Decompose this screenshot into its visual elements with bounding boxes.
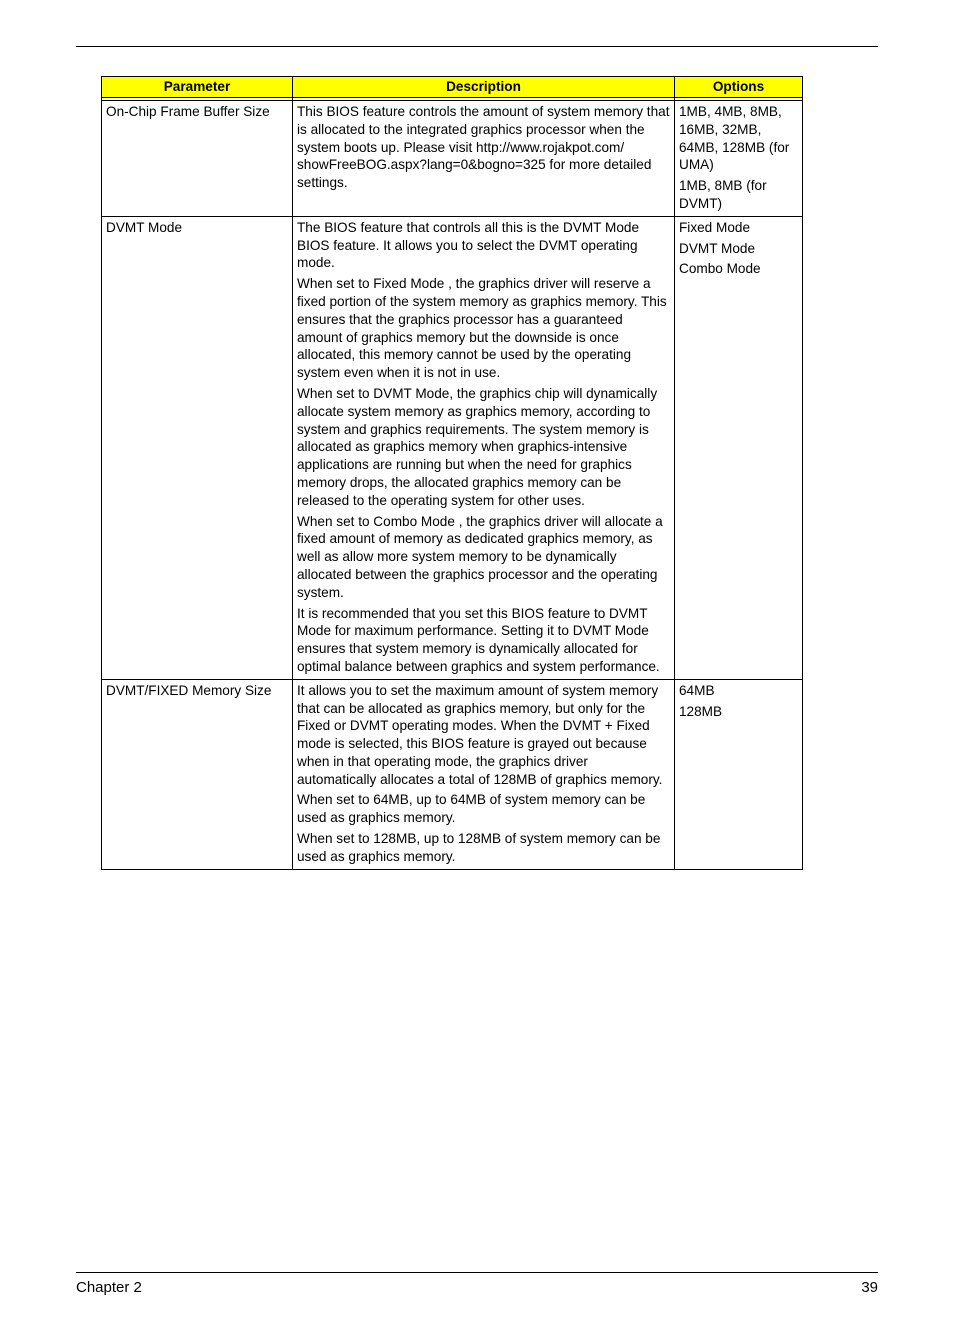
description-paragraph: When set to 128MB, up to 128MB of system memory can be used as graphics memory. <box>297 831 661 864</box>
options-cell <box>675 216 803 679</box>
option-value: DVMT Mode <box>679 240 756 256</box>
table-row <box>102 101 803 217</box>
description-cell <box>293 679 675 869</box>
parameter-name: DVMT/FIXED Memory Size <box>106 682 272 698</box>
description-paragraph: When set to DVMT Mode, the graphics chip will dynamically allocate system memory as graphics memory, according to system and graphics requirements. The system memory is allocated as graphics memory when graphics-intensive applications are running but when the need for graphics memory drops, the allocated graphics memory can be released to the operating system for other uses. <box>297 385 658 508</box>
description-paragraph: It is recommended that you set this BIOS feature to DVMT Mode for maximum performance. Setting it to DVMT Mode ensures that system memory is dynamically allocated for optimal balance between graphics and system performance. <box>297 605 660 674</box>
options-cell <box>675 679 803 869</box>
parameter-cell <box>102 101 293 217</box>
option-value: 1MB, 4MB, 8MB, 16MB, 32MB, 64MB, 128MB (for UMA) <box>679 104 790 173</box>
page-number: 39 <box>861 1279 878 1296</box>
header-description: Description <box>293 77 675 98</box>
parameter-name: DVMT Mode <box>106 219 183 235</box>
description-paragraph: It allows you to set the maximum amount of system memory that can be allocated as graphics memory, but only for the Fixed or DVMT operating modes. When the DVMT + Fixed mode is selected, this BIOS feature is grayed out because when in that operating mode, the graphics driver automatically allocates a total of 128MB of graphics memory. <box>297 682 663 787</box>
table-row <box>102 216 803 679</box>
parameter-name: On-Chip Frame Buffer Size <box>106 104 270 119</box>
description-paragraph: The BIOS feature that controls all this is the DVMT Mode BIOS feature. It allows you to select the DVMT operating mode. <box>297 219 640 271</box>
description-paragraph: When set to 64MB, up to 64MB of system memory can be used as graphics memory. <box>297 792 646 826</box>
option-value: Combo Mode <box>679 261 761 277</box>
footer-chapter: Chapter 2 <box>76 1279 142 1296</box>
header-options: Options <box>675 77 803 98</box>
parameter-cell <box>102 679 293 869</box>
description-paragraph: When set to Combo Mode , the graphics driver will allocate a fixed amount of memory as dedicated graphics memory, as well as allow more system memory to be dynamically allocated between the graphics processor and the operating system. <box>297 513 663 600</box>
header-rule <box>76 46 878 47</box>
header-parameter: Parameter <box>102 77 293 98</box>
parameter-cell <box>102 216 293 679</box>
table-header-row <box>102 77 803 98</box>
bios-parameter-table <box>101 76 803 870</box>
option-value: 64MB <box>679 682 715 698</box>
option-value: 1MB, 8MB (for DVMT) <box>679 178 767 211</box>
description-paragraph: When set to Fixed Mode , the graphics driver will reserve a fixed portion of the system memory as graphics memory. This ensures that the graphics processor has a guaranteed amount of graphics memory but the downside is once allocated, this memory cannot be used by the operating system even when it is not in use. <box>297 276 667 381</box>
option-value: Fixed Mode <box>679 219 751 235</box>
table-row <box>102 679 803 869</box>
description-paragraph: This BIOS feature controls the amount of system memory that is allocated to the integrated graphics processor when the system boots up. Please visit http://www.rojakpot.com/ showFreeBOG.aspx?lang=0&bogno=325 for more detailed settings. <box>297 104 670 191</box>
description-cell <box>293 101 675 217</box>
footer-rule <box>76 1272 878 1273</box>
options-cell <box>675 101 803 217</box>
option-value: 128MB <box>679 703 723 719</box>
description-cell <box>293 216 675 679</box>
